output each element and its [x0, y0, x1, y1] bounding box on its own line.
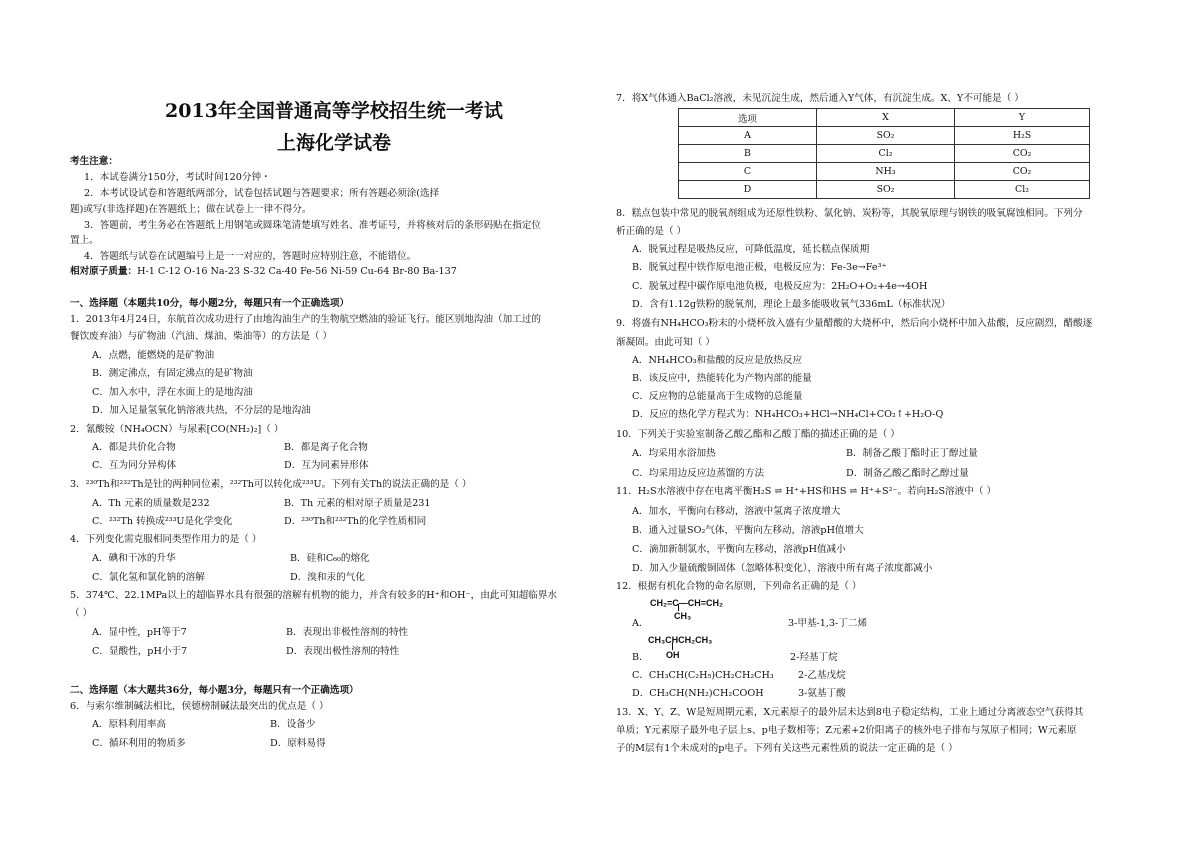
- q13-stem: 单质；Y元素原子最外电子层上s、p电子数相等；Z元素+2价阳离子的核外电子排布与氖原子相同；W元素原: [616, 725, 1077, 736]
- q12-a-bond: [678, 604, 680, 611]
- q7-header-cell: Y: [955, 109, 1090, 127]
- q7-cell: C: [679, 163, 817, 181]
- atomic-mass-label: 相对原子质量：: [70, 266, 138, 277]
- q6-option-b: B．设备少: [270, 719, 316, 730]
- q1-option-c: C．加入水中，浮在水面上的是地沟油: [92, 387, 253, 398]
- q12-option-c: C．CH₃CH(C₂H₅)CH₂CH₂CH₃: [632, 670, 774, 681]
- q2-stem: 2．氰酸铵（NH₄OCN）与尿素[CO(NH₂)₂]（ ）: [70, 424, 284, 435]
- notice-item: 题)或写(非选择题)在答题纸上；做在试卷上一律不得分。: [70, 204, 312, 215]
- q7-cell: SO₂: [817, 181, 955, 199]
- q9-option-b: B．该反应中，热能转化为产物内部的能量: [632, 373, 812, 384]
- q12-a-structure-main: CH₂=C—CH=CH₂: [650, 598, 724, 608]
- notice-item: 3．答题前，考生务必在答题纸上用钢笔或圆珠笔清楚填写姓名、准考证号，并将核对后的条形码贴在指定位: [84, 220, 542, 231]
- q7-table-row: [679, 181, 1090, 199]
- q6-stem: 6．与索尔维制碱法相比，侯德榜制碱法最突出的优点是（ ）: [70, 701, 329, 712]
- q7-cell: SO₂: [817, 127, 955, 145]
- q3-option-a: A．Th 元素的质量数是232: [92, 498, 210, 509]
- section1-heading: 一、选择题（本题共10分，每小题2分，每题只有一个正确选项）: [70, 298, 350, 309]
- exam-title: 2013年全国普通高等学校招生统一考试: [165, 100, 503, 122]
- q1-option-a: A．点燃，能燃烧的是矿物油: [92, 350, 215, 361]
- atomic-mass-values: H-1 C-12 O-16 Na-23 S-32 Ca-40 Fe-56 Ni-59 Cu-64 Br-80 Ba-137: [137, 266, 457, 277]
- q11-option-c: C．滴加新制氯水，平衡向左移动，溶液pH值减小: [632, 544, 846, 555]
- q10-stem: 10．下列关于实验室制备乙酸乙酯和乙酸丁酯的描述正确的是（ ）: [616, 429, 900, 440]
- q11-option-a: A．加水，平衡向右移动，溶液中氢离子浓度增大: [632, 506, 841, 517]
- q7-cell: CO₂: [955, 163, 1090, 181]
- q12-stem: 12．根据有机化合物的命名原则，下列命名正确的是（ ）: [616, 581, 862, 592]
- q5-option-c: C．显酸性，pH小于7: [92, 646, 188, 657]
- q8-option-a: A．脱氧过程是吸热反应，可降低温度，延长糕点保质期: [632, 244, 870, 255]
- q6-option-c: C．循环利用的物质多: [92, 738, 186, 749]
- q9-stem: 渐凝固。由此可知（ ）: [616, 337, 715, 348]
- q3-stem: 3．²³⁰Th和²³²Th是钍的两种同位素，²³²Th可以转化成²³³U。下列有关Th的说法正确的是（ ）: [70, 479, 472, 490]
- q5-option-b: B．表现出非极性溶剂的特性: [286, 627, 409, 638]
- exam-subtitle: 上海化学试卷: [276, 132, 391, 154]
- notice-item: 置上。: [70, 235, 99, 246]
- q7-cell: A: [679, 127, 817, 145]
- q6-option-a: A．原料利用率高: [92, 719, 167, 730]
- q5-option-d: D．表现出极性溶剂的特性: [286, 646, 400, 657]
- q1-option-b: B．测定沸点，有固定沸点的是矿物油: [92, 368, 253, 379]
- q11-option-d: D．加入少量硫酸铜固体（忽略体积变化），溶液中所有离子浓度都减小: [632, 563, 933, 574]
- q12-option-b-name: 2-羟基丁烷: [790, 652, 838, 663]
- q12-option-d: D．CH₃CH(NH₂)CH₂COOH: [632, 688, 764, 699]
- q12-option-d-name: 3-氨基丁酸: [798, 688, 846, 699]
- q2-option-b: B．都是离子化合物: [284, 442, 368, 453]
- q13-stem: 子的M层有1个未成对的p电子。下列有关这些元素性质的说法一定正确的是（ ）: [616, 743, 958, 754]
- q4-option-d: D．溴和汞的气化: [290, 572, 365, 583]
- q5-stem: （ ）: [70, 608, 93, 619]
- notice-item: 2．本考试设试卷和答题纸两部分，试卷包括试题与答题要求；所有答题必须涂(选择: [84, 188, 440, 199]
- q3-option-c: C．²³²Th 转换成²³³U是化学变化: [92, 516, 233, 527]
- q11-option-b: B．通入过量SO₂气体，平衡向左移动，溶液pH值增大: [632, 525, 864, 536]
- q1-option-d: D．加入足量氢氧化钠溶液共热，不分层的是地沟油: [92, 405, 311, 416]
- q7-table-row: [679, 145, 1090, 163]
- q9-option-a: A．NH₄HCO₃和盐酸的反应是放热反应: [632, 355, 803, 366]
- q12-b-bond: [672, 643, 674, 650]
- q5-stem: 5．374℃、22.1MPa以上的超临界水具有很强的溶解有机物的能力，并含有较多的H⁺和OH⁻，由此可知超临界水: [70, 590, 557, 601]
- q12-b-structure-main: CH₃CHCH₂CH₃: [648, 635, 713, 645]
- q7-header-cell: 选项: [679, 109, 817, 127]
- q2-option-c: C．互为同分异构体: [92, 460, 177, 471]
- atomic-mass-row: [70, 266, 457, 278]
- q8-stem: 析正确的是（ ）: [616, 226, 687, 237]
- q2-option-a: A．都是共价化合物: [92, 442, 176, 453]
- q12-option-a-name: 3-甲基-1,3-丁二烯: [788, 618, 868, 629]
- notice-item: 1．本试卷满分150分，考试时间120分钟・: [84, 172, 271, 183]
- section2-heading: 二、选择题（本大题共36分，每小题3分，每题只有一个正确选项）: [70, 685, 359, 696]
- notice-item: 4．答题纸与试卷在试题编号上是一一对应的，答题时应特别注意，不能错位。: [84, 251, 417, 262]
- q4-stem: 4．下列变化需克服相同类型作用力的是（ ）: [70, 534, 262, 545]
- q3-option-d: D．²³⁰Th和²³²Th的化学性质相同: [284, 516, 427, 527]
- q9-stem: 9．将盛有NH₄HCO₃粉末的小烧杯放入盛有少量醋酸的大烧杯中，然后向小烧杯中加入盐酸，反应剧烈，醋酸逐: [616, 318, 1093, 329]
- q7-cell: Cl₂: [817, 145, 955, 163]
- q11-stem: 11．H₂S水溶液中存在电离平衡H₂S ⇌ H⁺+HS和HS ⇌ H⁺+S²⁻。若向H₂S溶液中（ ）: [616, 486, 997, 497]
- q8-stem: 8．糕点包装中常见的脱氧剂组成为还原性铁粉、氯化钠、炭粉等，其脱氧原理与钢铁的吸氧腐蚀相同。下列分: [616, 208, 1083, 219]
- q12-option-b-label: B．: [632, 652, 649, 663]
- q5-option-a: A．显中性，pH等于7: [92, 627, 187, 638]
- q7-cell: H₂S: [955, 127, 1090, 145]
- q10-option-d: D．制备乙酸乙酯时乙醇过量: [846, 468, 969, 479]
- q1-stem: 1．2013年4月24日，东航首次成功进行了由地沟油生产的生物航空燃油的验证飞行。能区别地沟油（加工过的: [70, 314, 541, 325]
- q12-a-structure-branch: CH₃: [674, 611, 692, 621]
- q7-stem: 7．将X气体通入BaCl₂溶液，未见沉淀生成，然后通入Y气体，有沉淀生成。X、Y不可能是（ ）: [616, 93, 1024, 104]
- q7-cell: Cl₂: [955, 181, 1090, 199]
- q9-option-c: C．反应物的总能量高于生成物的总能量: [632, 391, 803, 402]
- q7-table-header: [679, 109, 1090, 127]
- q7-cell: NH₃: [817, 163, 955, 181]
- q7-header-cell: X: [817, 109, 955, 127]
- q12-b-structure-branch: OH: [666, 650, 680, 660]
- q12-option-a-label: A．: [632, 618, 649, 629]
- q12-option-c-name: 2-乙基戊烷: [798, 670, 846, 681]
- q6-option-d: D．原料易得: [270, 738, 326, 749]
- q8-option-b: B．脱氧过程中铁作原电池正极，电极反应为：Fe-3e→Fe³⁺: [632, 262, 887, 273]
- q7-cell: CO₂: [955, 145, 1090, 163]
- q7-cell: D: [679, 181, 817, 199]
- q10-option-b: B．制备乙酸丁酯时正丁醇过量: [846, 448, 978, 459]
- q4-option-c: C．氯化氢和氯化钠的溶解: [92, 572, 205, 583]
- q3-option-b: B．Th 元素的相对原子质量是231: [284, 498, 431, 509]
- q8-option-d: D．含有1.12g铁粉的脱氧剂，理论上最多能吸收氧气336mL（标准状况）: [632, 299, 951, 310]
- q10-option-c: C．均采用边反应边蒸馏的方法: [632, 468, 765, 479]
- q7-table: [678, 108, 1090, 199]
- q9-option-d: D．反应的热化学方程式为：NH₄HCO₃+HCl→NH₄Cl+CO₂↑+H₂O-Q: [632, 409, 944, 420]
- q1-stem: 餐饮废弃油）与矿物油（汽油、煤油、柴油等）的方法是（ ）: [70, 331, 333, 342]
- q7-table-row: [679, 127, 1090, 145]
- q2-option-d: D．互为同素异形体: [284, 460, 369, 471]
- q4-option-b: B．硅和C₆₀的熔化: [290, 553, 370, 564]
- q13-stem: 13．X、Y、Z、W是短周期元素，X元素原子的最外层未达到8电子稳定结构，工业上通过分离液态空气获得其: [616, 707, 1084, 718]
- q8-option-c: C．脱氧过程中碳作原电池负极，电极反应为：2H₂O+O₂+4e→4OH: [632, 281, 928, 292]
- notice-heading: 考生注意：: [70, 156, 118, 167]
- q4-option-a: A．碘和干冰的升华: [92, 553, 176, 564]
- q7-table-row: [679, 163, 1090, 181]
- q7-cell: B: [679, 145, 817, 163]
- q10-option-a: A．均采用水浴加热: [632, 448, 716, 459]
